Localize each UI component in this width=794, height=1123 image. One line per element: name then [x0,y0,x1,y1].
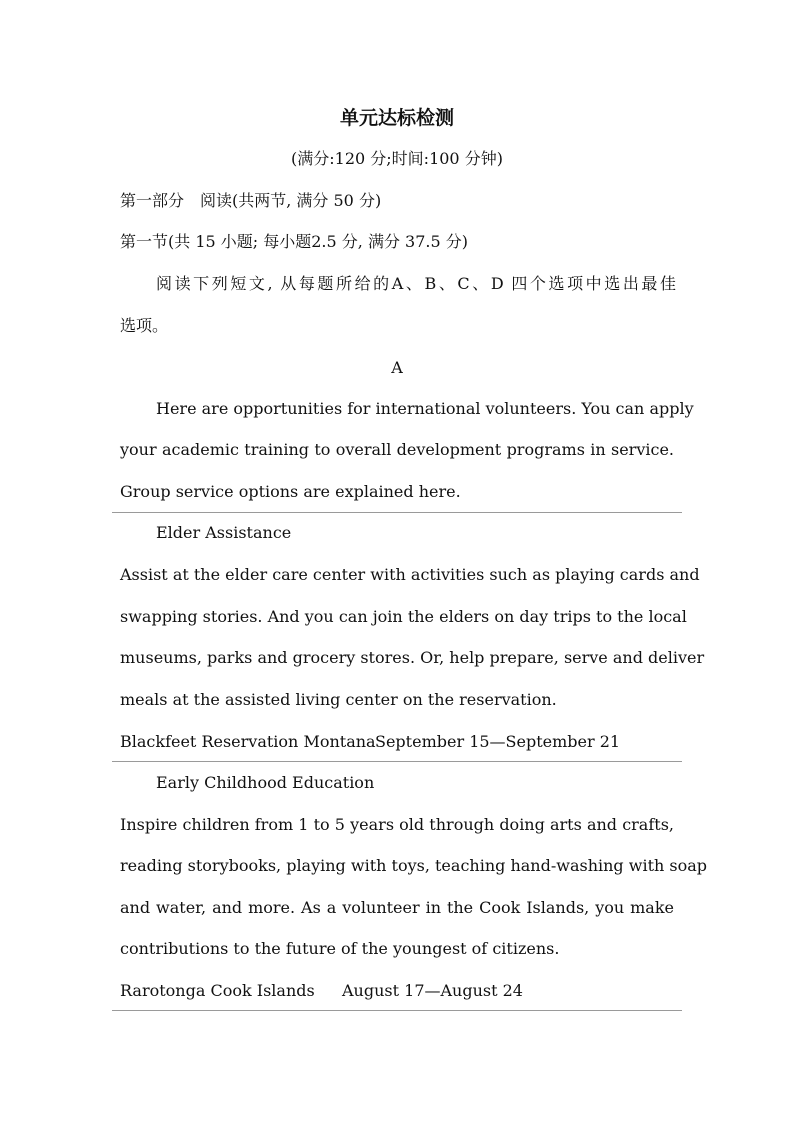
intro-line-1: Here are opportunities for international volunteers. You can apply [156,399,694,418]
program-location: Rarotonga Cook Islands [120,981,315,1000]
instructions-line-2: 选项。 [120,316,169,335]
program-location: Blackfeet Reservation Montana [120,732,376,751]
program-title-elder: Elder Assistance [156,523,292,542]
program-desc-line: meals at the assisted living center on the reservation. [120,690,557,709]
page-title: 单元达标检测 [339,107,454,129]
intro-line-2: your academic training to overall development programs in service. [120,440,674,459]
program-desc-line: reading storybooks, playing with toys, teaching hand-washing with soap [120,856,708,875]
divider [112,761,682,762]
program-desc-line: contributions to the future of the youngest of citizens. [120,939,560,958]
program-dates: September 15—September 21 [375,732,621,751]
section-heading: 第一节(共 15 小题; 每小题2.5 分, 满分 37.5 分) [120,232,468,251]
program-desc-line: and water, and more. As a volunteer in the Cook Islands, you make [120,898,674,917]
score-time-info: (满分:120 分;时间:100 分钟) [291,149,503,168]
intro-line-3: Group service options are explained here. [120,482,461,501]
divider [112,1010,682,1011]
part-heading: 第一部分 阅读(共两节, 满分 50 分) [120,191,382,210]
divider [112,512,682,513]
program-dates: August 17—August 24 [342,981,523,1000]
program-desc-line: swapping stories. And you can join the elders on day trips to the local [120,607,687,626]
program-desc-line: Inspire children from 1 to 5 years old through doing arts and crafts, [120,815,674,834]
program-desc-line: museums, parks and grocery stores. Or, help prepare, serve and deliver [120,648,705,667]
instructions-line-1: 阅读下列短文, 从每题所给的A、B、C、D 四个选项中选出最佳 [156,274,676,293]
passage-label: A [391,358,403,377]
program-desc-line: Assist at the elder care center with activities such as playing cards and [120,565,700,584]
program-title-childhood: Early Childhood Education [156,773,375,792]
